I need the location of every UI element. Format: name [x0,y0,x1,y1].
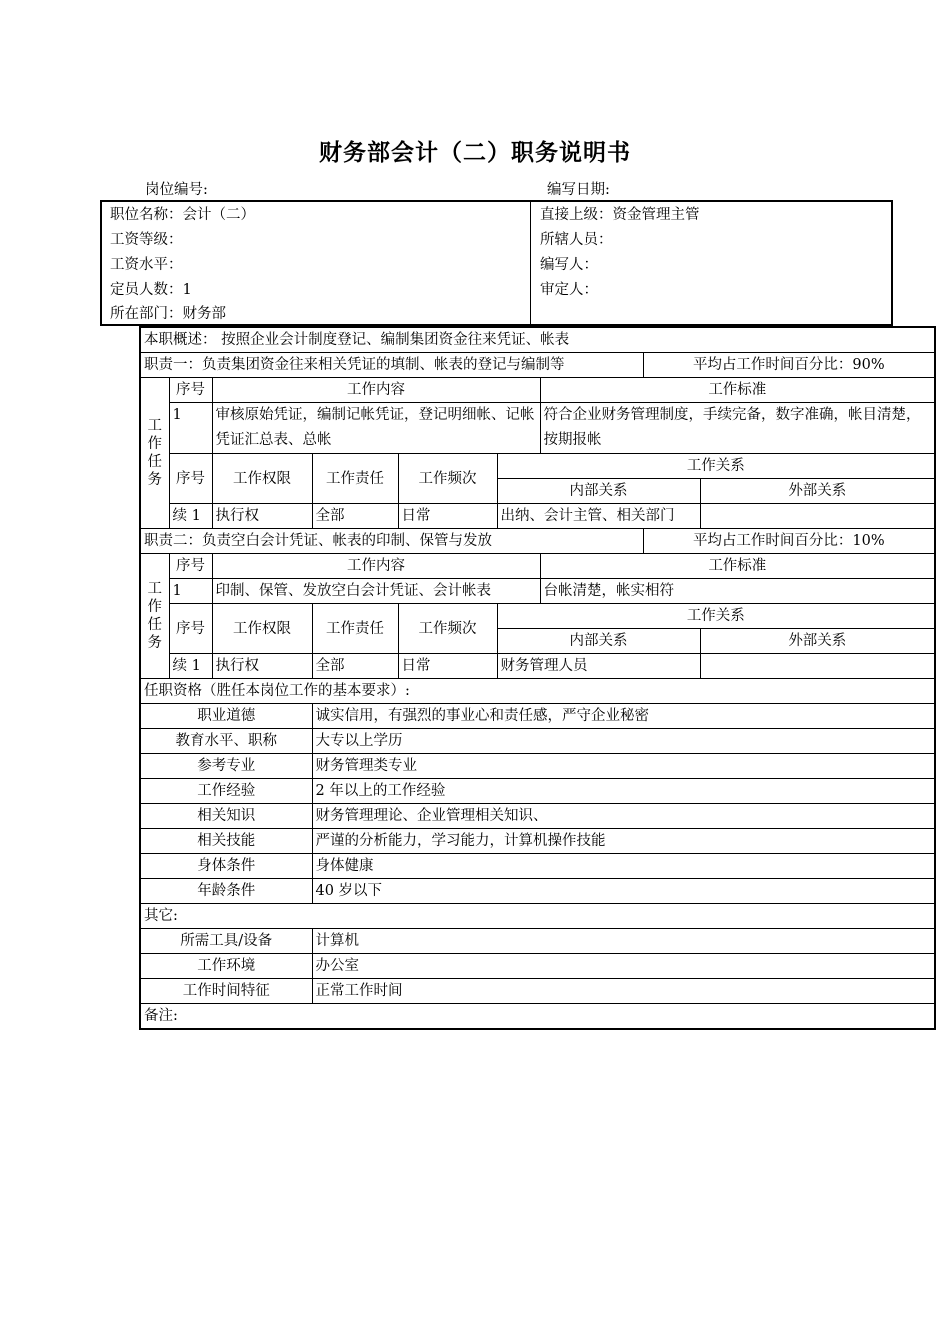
info-divider [530,202,531,324]
duty1-work-task-label: 工 作 任 务 [140,378,169,529]
duty1-authority-header: 工作权限 [212,454,312,504]
duty2-title: 职责二：负责空白会计凭证、帐表的印制、保管与发放 [140,529,643,554]
duty2-authority: 执行权 [212,654,312,679]
duty2-seq-header: 序号 [169,554,212,579]
other-label: 所需工具/设备 [140,929,312,954]
qual-label: 职业道德 [140,704,312,729]
duty2-responsibility: 全部 [312,654,398,679]
qual-value: 财务管理类专业 [312,754,935,779]
duty2-frequency-header: 工作频次 [398,604,497,654]
other-label: 工作时间特征 [140,979,312,1004]
duty2-standard: 台帐清楚，帐实相符 [540,579,935,604]
info-salary-grade: 工资等级： [110,232,183,248]
other-label: 工作环境 [140,954,312,979]
other-value: 计算机 [312,929,935,954]
info-position-name: 职位名称：会计（二） [110,207,255,223]
duty2-row-seq: 续 1 [169,654,212,679]
duty1-responsibility-header: 工作责任 [312,454,398,504]
duty2-responsibility-header: 工作责任 [312,604,398,654]
position-no-label: 岗位编号: [145,182,208,198]
others-title: 其它: [140,904,935,929]
duty2-internal-header: 内部关系 [497,629,700,654]
duty2-content-header: 工作内容 [212,554,540,579]
qual-label: 相关知识 [140,804,312,829]
qual-label: 参考专业 [140,754,312,779]
duty1-authority: 执行权 [212,504,312,529]
duty1-content-header: 工作内容 [212,378,540,403]
qual-label: 相关技能 [140,829,312,854]
duty1-seq-header-2: 序号 [169,454,212,504]
date-label: 编写日期: [547,182,610,198]
duty1-relations-header: 工作关系 [497,454,935,479]
duty1-responsibility: 全部 [312,504,398,529]
duty2-relations-header: 工作关系 [497,604,935,629]
duty1-standard-header: 工作标准 [540,378,935,403]
qual-value: 2 年以上的工作经验 [312,779,935,804]
job-description-table [139,326,936,1030]
info-author: 编写人： [540,257,598,273]
info-subordinates: 所辖人员： [540,232,613,248]
duty1-internal-header: 内部关系 [497,479,700,504]
duty2-frequency: 日常 [398,654,497,679]
duty2-seq: 1 [169,579,212,604]
duty2-seq-header-2: 序号 [169,604,212,654]
other-value: 正常工作时间 [312,979,935,1004]
qual-value: 大专以上学历 [312,729,935,754]
qual-value: 诚实信用，有强烈的事业心和责任感，严守企业秘密 [312,704,935,729]
duty1-external-header: 外部关系 [700,479,935,504]
duty2-standard-header: 工作标准 [540,554,935,579]
qual-label: 教育水平、职称 [140,729,312,754]
remarks: 备注: [140,1004,935,1030]
duty2-content: 印制、保管、发放空白会计凭证、会计帐表 [212,579,540,604]
other-value: 办公室 [312,954,935,979]
info-approver: 审定人： [540,282,598,298]
basic-info-box [100,200,893,326]
qual-value: 身体健康 [312,854,935,879]
duty1-internal: 出纳、会计主管、相关部门 [497,504,700,529]
duty1-frequency-header: 工作频次 [398,454,497,504]
duty2-work-task-label: 工 作 任 务 [140,554,169,679]
job-summary: 本职概述： 按照企业会计制度登记、编制集团资金往来凭证、帐表 [140,327,935,353]
qual-value: 40 岁以下 [312,879,935,904]
duty1-seq-header: 序号 [169,378,212,403]
duty1-row-seq: 续 1 [169,504,212,529]
duty1-standard: 符合企业财务管理制度，手续完备，数字准确，帐目清楚，按期报帐 [540,403,935,454]
duty2-authority-header: 工作权限 [212,604,312,654]
info-supervisor: 直接上级：资金管理主管 [540,207,700,223]
duty2-internal: 财务管理人员 [497,654,700,679]
qual-label: 工作经验 [140,779,312,804]
qual-label: 年龄条件 [140,879,312,904]
duty1-external [700,504,935,529]
duty2-external [700,654,935,679]
duty2-external-header: 外部关系 [700,629,935,654]
qual-label: 身体条件 [140,854,312,879]
duty1-ratio: 平均占工作时间百分比：90% [643,353,935,378]
duty1-title: 职责一：负责集团资金往来相关凭证的填制、帐表的登记与编制等 [140,353,643,378]
qual-value: 财务管理理论、企业管理相关知识、 [312,804,935,829]
info-headcount: 定员人数：1 [110,282,192,298]
qual-value: 严谨的分析能力，学习能力，计算机操作技能 [312,829,935,854]
page-title: 财务部会计（二）职务说明书 [319,140,631,166]
duty1-content: 审核原始凭证，编制记帐凭证，登记明细帐、记帐凭证汇总表、总帐 [212,403,540,454]
duty1-seq: 1 [169,403,212,454]
qualification-title: 任职资格（胜任本岗位工作的基本要求）: [140,679,935,704]
duty2-ratio: 平均占工作时间百分比：10% [643,529,935,554]
duty1-frequency: 日常 [398,504,497,529]
info-salary-level: 工资水平： [110,257,183,273]
info-department: 所在部门：财务部 [110,306,226,322]
